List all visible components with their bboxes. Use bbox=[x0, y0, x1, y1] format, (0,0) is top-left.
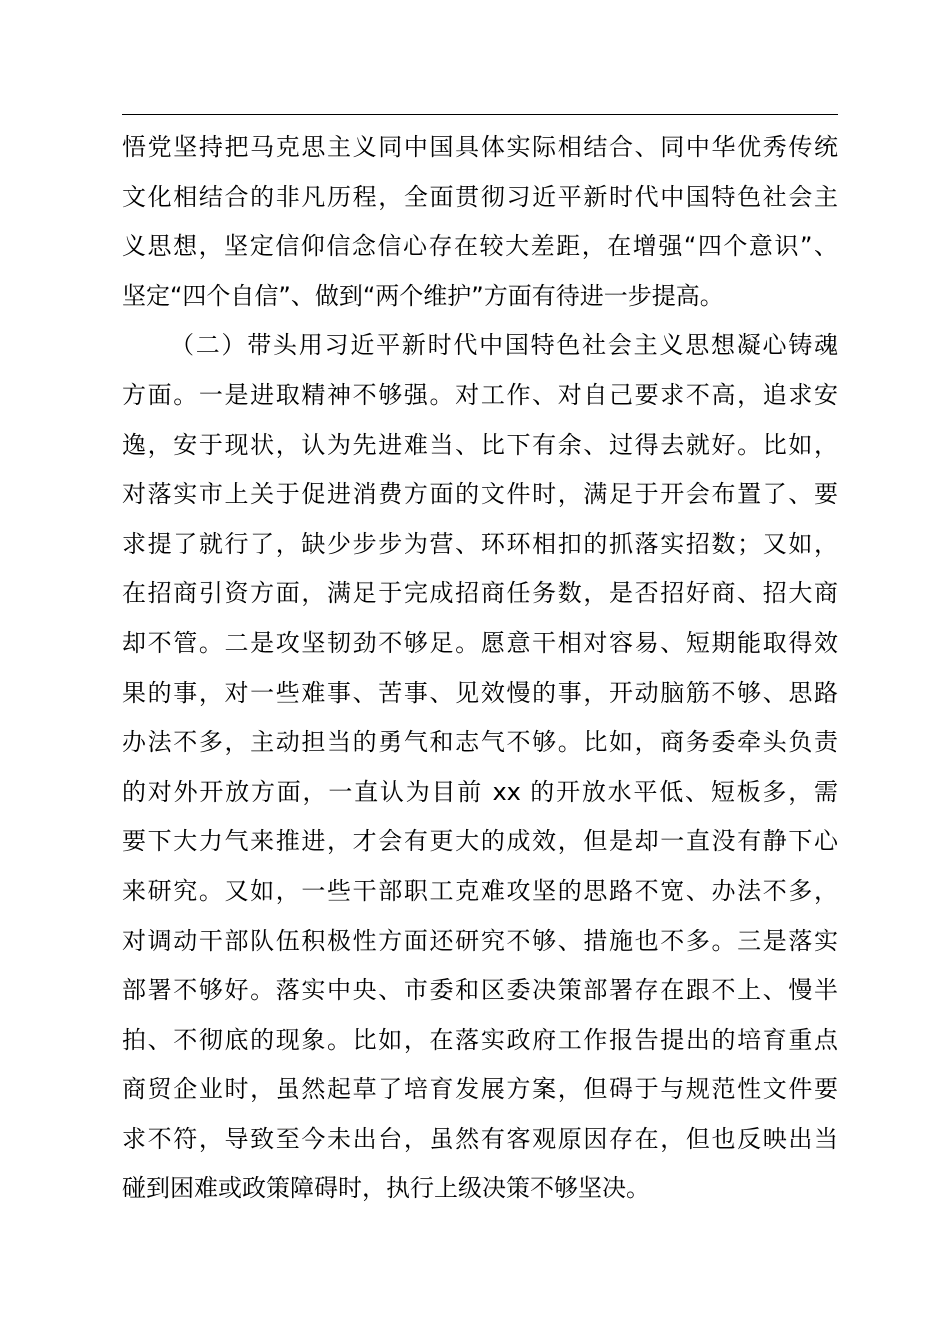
text-line: （二）带头用习近平新时代中国特色社会主义思想凝心铸魂 bbox=[170, 331, 838, 360]
paragraph-2 bbox=[122, 321, 838, 1214]
text-line: 逸，安于现状，认为先进难当、比下有余、过得去就好。比如， bbox=[122, 430, 838, 459]
text-line: 却不管。二是攻坚韧劲不够足。愿意干相对容易、短期能取得效 bbox=[122, 628, 838, 657]
text-line: 求提了就行了，缺少步步为营、环环相扣的抓落实招数；又如， bbox=[122, 529, 838, 558]
text-line: 文化相结合的非凡历程，全面贯彻习近平新时代中国特色社会主 bbox=[122, 182, 838, 211]
text-line: 碰到困难或政策障碍时，执行上级决策不够坚决。 bbox=[122, 1174, 650, 1203]
text-line: 坚定“四个自信”、做到“两个维护”方面有待进一步提高。 bbox=[122, 281, 724, 310]
text-line: 拍、不彻底的现象。比如，在落实政府工作报告提出的培育重点 bbox=[122, 1025, 838, 1054]
text-line: 果的事，对一些难事、苦事、见效慢的事，开动脑筋不够、思路 bbox=[122, 678, 838, 707]
text-line: 要下大力气来推进，才会有更大的成效，但是却一直没有静下心 bbox=[122, 827, 838, 856]
text-line: 在招商引资方面，满足于完成招商任务数，是否招好商、招大商 bbox=[122, 579, 838, 608]
text-line: 对落实市上关于促进消费方面的文件时，满足于开会布置了、要 bbox=[122, 480, 838, 509]
text-line: 办法不多，主动担当的勇气和志气不够。比如，商务委牵头负责 bbox=[122, 728, 838, 757]
text-line: 悟党坚持把马克思主义同中国具体实际相结合、同中华优秀传统 bbox=[122, 133, 838, 161]
text-line: 的对外开放方面，一直认为目前 xx 的开放水平低、短板多，需 bbox=[122, 777, 838, 806]
text-line: 来研究。又如，一些干部职工克难攻坚的思路不宽、办法不多， bbox=[122, 876, 838, 905]
header-rule bbox=[122, 114, 838, 115]
text-line: 商贸企业时，虽然起草了培育发展方案，但碍于与规范性文件要 bbox=[122, 1075, 838, 1104]
text-line: 对调动干部队伍积极性方面还研究不够、措施也不多。三是落实 bbox=[122, 926, 838, 955]
text-line: 部署不够好。落实中央、市委和区委决策部署存在跟不上、慢半 bbox=[122, 976, 838, 1005]
text-line: 义思想，坚定信仰信念信心存在较大差距，在增强“四个意识”、 bbox=[122, 232, 838, 261]
text-line: 求不符，导致至今未出台，虽然有客观原因存在，但也反映出当 bbox=[122, 1124, 838, 1153]
text-line: 方面。一是进取精神不够强。对工作、对自己要求不高，追求安 bbox=[122, 380, 838, 409]
paragraph-1 bbox=[122, 123, 838, 321]
document-body bbox=[122, 123, 838, 1214]
